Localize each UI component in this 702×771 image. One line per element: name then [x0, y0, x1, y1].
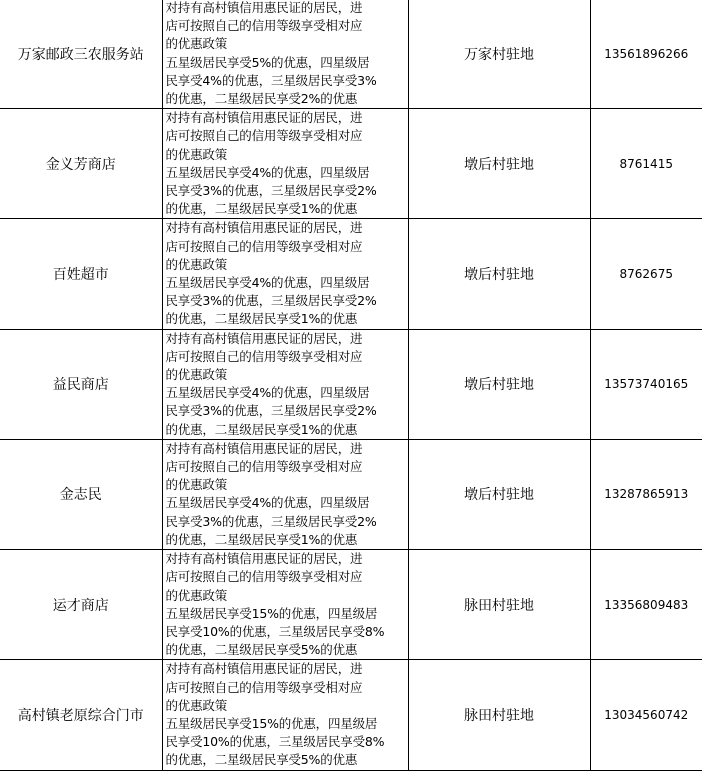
policy-line: 五星级居民享受4%的优惠，四星级居 [165, 275, 370, 291]
policy-line: 民享受10%的优惠，三星级居民享受8% [165, 734, 385, 750]
policy-line: 对持有高村镇信用惠民证的居民，进 [165, 661, 363, 677]
merchant-phone: 8762675 [590, 219, 702, 329]
merchant-phone: 8761415 [590, 109, 702, 219]
discount-policy [162, 439, 408, 549]
policy-line: 店可按照自己的信用等级享受相对应 [165, 238, 363, 254]
policy-line: 对持有高村镇信用惠民证的居民，进 [165, 110, 363, 126]
policy-line: 民享受10%的优惠，三星级居民享受8% [165, 623, 385, 639]
table-row [0, 550, 702, 660]
policy-line: 的优惠政策 [165, 697, 228, 713]
policy-line: 对持有高村镇信用惠民证的居民，进 [165, 440, 363, 456]
policy-line: 的优惠，二星级居民享受1%的优惠 [165, 201, 358, 217]
table-row [0, 219, 702, 329]
policy-line: 的优惠，二星级居民享受5%的优惠 [165, 752, 358, 768]
policy-line: 民享受3%的优惠，三星级居民享受2% [165, 403, 377, 419]
merchant-phone: 13034560742 [590, 660, 702, 770]
policy-line: 的优惠，二星级居民享受1%的优惠 [165, 311, 358, 327]
table-row [0, 109, 702, 219]
policy-line: 店可按照自己的信用等级享受相对应 [165, 459, 363, 475]
merchant-name: 金志民 [0, 439, 162, 549]
table-row [0, 660, 702, 770]
policy-line: 的优惠，二星级居民享受1%的优惠 [165, 531, 358, 547]
merchant-name: 运才商店 [0, 550, 162, 660]
discount-policy [162, 660, 408, 770]
policy-line: 民享受3%的优惠，三星级居民享受2% [165, 183, 377, 199]
discount-policy [162, 0, 408, 109]
policy-line: 对持有高村镇信用惠民证的居民，进 [165, 330, 363, 346]
table-row [0, 329, 702, 439]
policy-line: 的优惠政策 [165, 367, 228, 383]
policy-line: 五星级居民享受4%的优惠，四星级居 [165, 385, 370, 401]
merchant-name: 百姓超市 [0, 219, 162, 329]
policy-line: 的优惠，二星级居民享受5%的优惠 [165, 642, 358, 658]
policy-line: 店可按照自己的信用等级享受相对应 [165, 128, 363, 144]
discount-policy [162, 550, 408, 660]
merchant-location: 脉田村驻地 [408, 550, 590, 660]
policy-line: 店可按照自己的信用等级享受相对应 [165, 679, 363, 695]
policy-line: 的优惠政策 [165, 256, 228, 272]
merchant-location: 墩后村驻地 [408, 109, 590, 219]
policy-line: 五星级居民享受5%的优惠，四星级居 [165, 54, 370, 70]
policy-line: 的优惠政策 [165, 477, 228, 493]
merchant-location: 墩后村驻地 [408, 439, 590, 549]
merchant-location: 万家村驻地 [408, 0, 590, 109]
discount-policy [162, 219, 408, 329]
merchant-name: 万家邮政三农服务站 [0, 0, 162, 109]
merchant-name: 益民商店 [0, 329, 162, 439]
policy-line: 的优惠政策 [165, 587, 228, 603]
policy-line: 五星级居民享受4%的优惠，四星级居 [165, 495, 370, 511]
policy-line: 五星级居民享受4%的优惠，四星级居 [165, 164, 370, 180]
merchant-phone: 13573740165 [590, 329, 702, 439]
merchant-location: 墩后村驻地 [408, 329, 590, 439]
policy-line: 对持有高村镇信用惠民证的居民，进 [165, 0, 363, 15]
discount-policy [162, 109, 408, 219]
policy-line: 的优惠，二星级居民享受1%的优惠 [165, 421, 358, 437]
merchant-location: 脉田村驻地 [408, 660, 590, 770]
table-row [0, 439, 702, 549]
policy-line: 五星级居民享受15%的优惠，四星级居 [165, 605, 378, 621]
policy-line: 对持有高村镇信用惠民证的居民，进 [165, 551, 363, 567]
policy-line: 店可按照自己的信用等级享受相对应 [165, 569, 363, 585]
merchant-phone: 13561896266 [590, 0, 702, 109]
policy-line: 店可按照自己的信用等级享受相对应 [165, 348, 363, 364]
policy-line: 民享受3%的优惠，三星级居民享受2% [165, 513, 377, 529]
merchant-phone: 13287865913 [590, 439, 702, 549]
merchant-location: 墩后村驻地 [408, 219, 590, 329]
policy-line: 的优惠政策 [165, 146, 228, 162]
merchant-name: 金义芳商店 [0, 109, 162, 219]
policy-line: 民享受4%的优惠，三星级居民享受3% [165, 72, 377, 88]
table-row [0, 0, 702, 109]
merchant-phone: 13356809483 [590, 550, 702, 660]
policy-line: 对持有高村镇信用惠民证的居民，进 [165, 220, 363, 236]
merchant-name: 高村镇老原综合门市 [0, 660, 162, 770]
policy-line: 五星级居民享受15%的优惠，四星级居 [165, 715, 378, 731]
policy-line: 民享受3%的优惠，三星级居民享受2% [165, 293, 377, 309]
discount-policy [162, 329, 408, 439]
policy-line: 的优惠，二星级居民享受2%的优惠 [165, 91, 358, 107]
policy-line: 店可按照自己的信用等级享受相对应 [165, 18, 363, 34]
policy-line: 的优惠政策 [165, 36, 228, 52]
